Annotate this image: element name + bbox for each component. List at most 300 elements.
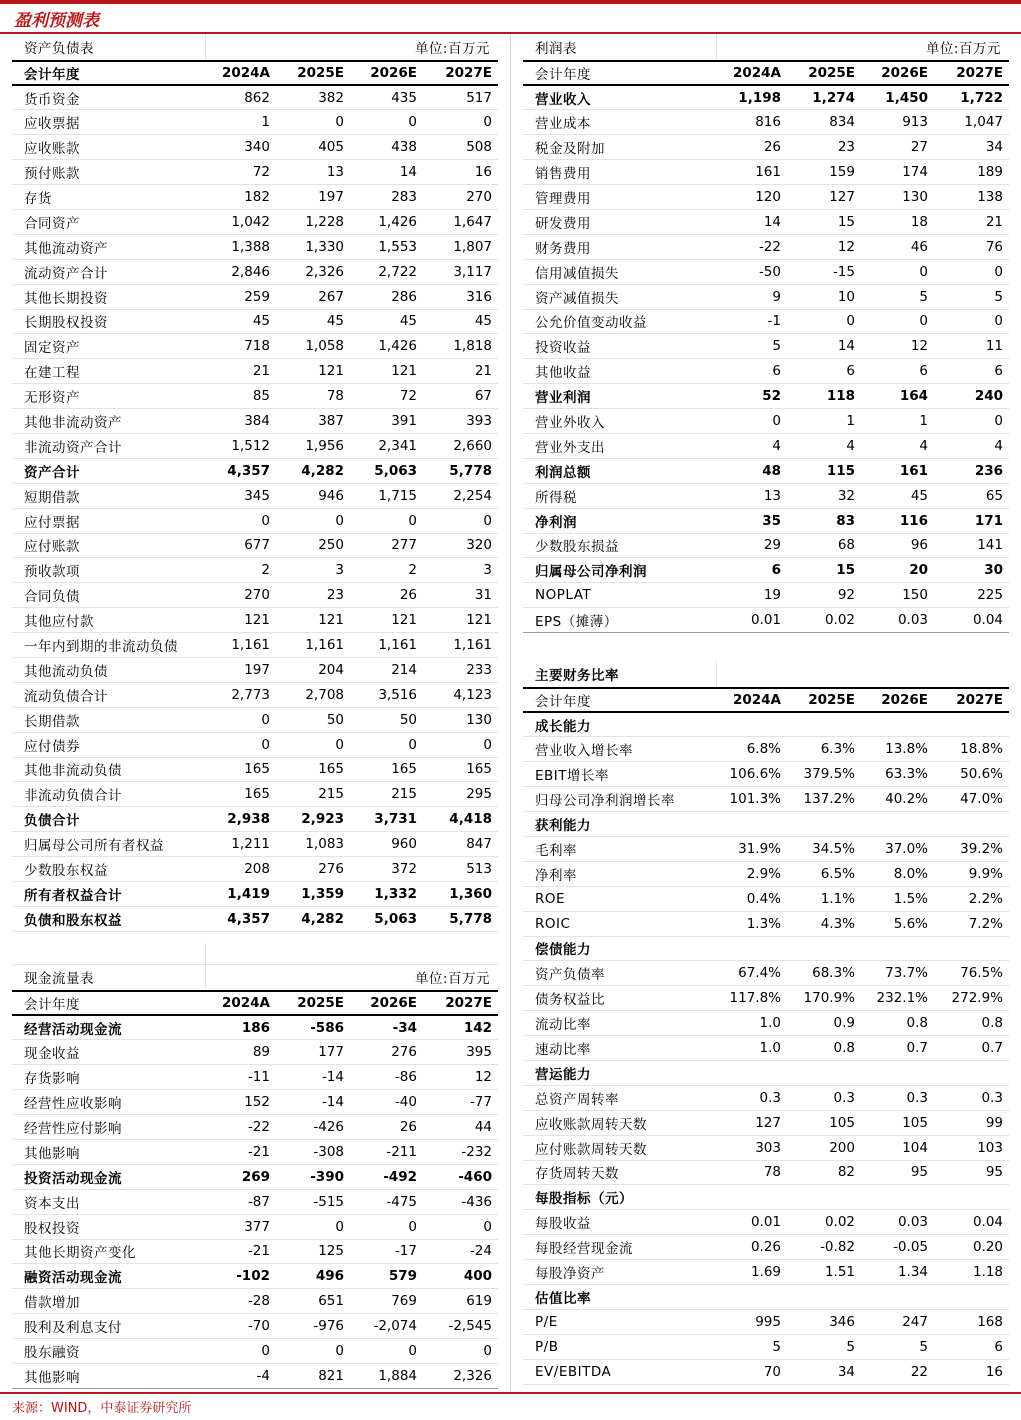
row-value: [861, 936, 934, 961]
row-value: 1,722: [934, 85, 1009, 110]
row-value: 272.9%: [934, 986, 1009, 1011]
row-label: 营业外收入: [523, 409, 716, 434]
table-row: [12, 1040, 498, 1065]
table-row: [523, 185, 1009, 210]
row-value: -87: [205, 1189, 276, 1214]
row-value: 26: [350, 583, 423, 608]
row-value: 63.3%: [861, 762, 934, 787]
row-label: 其他非流动负债: [12, 757, 205, 782]
ratios-table: [523, 661, 1009, 1385]
row-value: 2,254: [423, 483, 498, 508]
row-value: 137.2%: [787, 787, 861, 812]
row-value: 18: [861, 209, 934, 234]
row-value: 121: [276, 359, 350, 384]
row-value: 0: [423, 508, 498, 533]
row-value: 5: [934, 284, 1009, 309]
table-row: [523, 608, 1009, 633]
row-value: 438: [350, 135, 423, 160]
row-value: 15: [787, 209, 861, 234]
row-value: -86: [350, 1065, 423, 1090]
table-row: [523, 110, 1009, 135]
table-row: [12, 1289, 498, 1314]
row-value: 142: [423, 1015, 498, 1040]
row-value: 12: [787, 234, 861, 259]
row-label: 预收款项: [12, 558, 205, 583]
row-value: 303: [716, 1135, 787, 1160]
row-value: -426: [276, 1115, 350, 1140]
section-header-row: [523, 712, 1009, 737]
row-value: 1.18: [934, 1260, 1009, 1285]
row-value: 208: [205, 857, 276, 882]
row-value: 0: [350, 1214, 423, 1239]
row-label: 经营性应收影响: [12, 1090, 205, 1115]
row-value: 159: [787, 160, 861, 185]
header-year-label: 会计年度: [12, 991, 205, 1015]
row-value: 127: [787, 185, 861, 210]
row-label: 借款增加: [12, 1289, 205, 1314]
header-2026e: 2026E: [350, 61, 423, 85]
row-label: 投资收益: [523, 334, 716, 359]
table-row: [12, 409, 498, 434]
top-accent-bar: [0, 0, 1021, 4]
row-label: 其他流动资产: [12, 234, 205, 259]
table-row: [12, 857, 498, 882]
header-2025e: 2025E: [787, 61, 861, 85]
row-value: 579: [350, 1264, 423, 1289]
row-value: 76.5%: [934, 961, 1009, 986]
row-value: -586: [276, 1015, 350, 1040]
table-row: [12, 334, 498, 359]
row-label: 一年内到期的非流动负债: [12, 633, 205, 658]
table-row: [523, 1235, 1009, 1260]
header-2024a: 2024A: [205, 991, 276, 1015]
table-row: [523, 1210, 1009, 1235]
row-label: 其他长期资产变化: [12, 1239, 205, 1264]
row-value: 5,778: [423, 458, 498, 483]
row-value: 72: [205, 160, 276, 185]
row-value: 1,161: [276, 633, 350, 658]
row-value: 372: [350, 857, 423, 882]
row-value: 105: [787, 1110, 861, 1135]
row-label: 固定资产: [12, 334, 205, 359]
row-label: 应付票据: [12, 508, 205, 533]
row-label: 总资产周转率: [523, 1085, 716, 1110]
row-label: 应收账款周转天数: [523, 1110, 716, 1135]
row-value: 250: [276, 533, 350, 558]
row-value: 0.03: [861, 1210, 934, 1235]
table-row: [12, 1214, 498, 1239]
row-value: [716, 1185, 787, 1210]
row-value: 4,123: [423, 682, 498, 707]
row-value: 67.4%: [716, 961, 787, 986]
row-label: NOPLAT: [523, 583, 716, 608]
row-value: 286: [350, 284, 423, 309]
row-value: 46: [861, 234, 934, 259]
header-2027e: 2027E: [934, 688, 1009, 712]
row-value: 4: [861, 433, 934, 458]
table-row: [12, 1264, 498, 1289]
row-value: 30: [934, 558, 1009, 583]
row-value: [934, 1060, 1009, 1085]
row-value: 0: [350, 110, 423, 135]
row-value: 37.0%: [861, 836, 934, 861]
table-row: [12, 782, 498, 807]
row-value: 0.03: [861, 608, 934, 633]
row-label: 销售费用: [523, 160, 716, 185]
row-value: 99: [934, 1110, 1009, 1135]
row-value: 1,884: [350, 1363, 423, 1388]
row-value: 718: [205, 334, 276, 359]
row-label: ROE: [523, 886, 716, 911]
row-value: -14: [276, 1090, 350, 1115]
table-row: [12, 882, 498, 907]
table-row: [12, 1189, 498, 1214]
row-value: 171: [934, 508, 1009, 533]
header-2026e: 2026E: [350, 991, 423, 1015]
table-row: [12, 906, 498, 931]
income-statement-rows: [523, 85, 1009, 633]
header-2027e: 2027E: [423, 991, 498, 1015]
row-label: 获利能力: [523, 812, 716, 837]
table-row: [523, 558, 1009, 583]
row-value: 104: [861, 1135, 934, 1160]
row-value: 6: [716, 359, 787, 384]
header-2026e: 2026E: [861, 688, 934, 712]
table-row: [523, 762, 1009, 787]
row-value: 1,419: [205, 882, 276, 907]
source-note: 来源：WIND，中泰证券研究所: [12, 1401, 192, 1416]
table-row: [523, 1110, 1009, 1135]
row-value: 320: [423, 533, 498, 558]
row-value: -15: [787, 259, 861, 284]
row-value: 1,956: [276, 433, 350, 458]
row-value: 48: [716, 458, 787, 483]
row-value: 78: [716, 1160, 787, 1185]
row-value: [787, 712, 861, 737]
row-value: -4: [205, 1363, 276, 1388]
row-label: 每股收益: [523, 1210, 716, 1235]
row-value: 23: [276, 583, 350, 608]
table-row: [12, 682, 498, 707]
income-statement-title-row: [523, 34, 1009, 61]
income-statement-title: 利润表: [523, 34, 716, 61]
row-label: 短期借款: [12, 483, 205, 508]
header-2025e: 2025E: [276, 991, 350, 1015]
row-value: 214: [350, 657, 423, 682]
row-label: EBIT增长率: [523, 762, 716, 787]
row-value: [934, 936, 1009, 961]
row-value: 270: [423, 185, 498, 210]
table-row: [12, 433, 498, 458]
row-value: [861, 1185, 934, 1210]
row-value: [787, 1185, 861, 1210]
row-value: [716, 1060, 787, 1085]
row-value: 186: [205, 1015, 276, 1040]
table-row: [523, 359, 1009, 384]
row-value: 1,330: [276, 234, 350, 259]
table-row: [12, 558, 498, 583]
row-value: -14: [276, 1065, 350, 1090]
row-value: 270: [205, 583, 276, 608]
row-value: 4,282: [276, 458, 350, 483]
row-value: 1,211: [205, 832, 276, 857]
row-value: 1,161: [423, 633, 498, 658]
row-value: 11: [934, 334, 1009, 359]
row-value: 4,357: [205, 458, 276, 483]
row-value: 121: [423, 608, 498, 633]
row-value: 72: [350, 384, 423, 409]
row-label: 信用减值损失: [523, 259, 716, 284]
row-value: 4,418: [423, 807, 498, 832]
row-value: -28: [205, 1289, 276, 1314]
row-value: -390: [276, 1164, 350, 1189]
row-value: 5.6%: [861, 911, 934, 936]
row-value: -436: [423, 1189, 498, 1214]
row-value: 1,647: [423, 209, 498, 234]
row-value: 83: [787, 508, 861, 533]
row-value: 1: [787, 409, 861, 434]
row-value: 0: [205, 707, 276, 732]
table-row: [523, 135, 1009, 160]
row-value: -232: [423, 1139, 498, 1164]
row-value: 2: [205, 558, 276, 583]
row-label: EPS（摊薄）: [523, 608, 716, 633]
row-label: 财务费用: [523, 234, 716, 259]
row-value: 6: [861, 359, 934, 384]
row-value: 240: [934, 384, 1009, 409]
row-value: 1: [205, 110, 276, 135]
row-value: 247: [861, 1309, 934, 1334]
row-value: 161: [861, 458, 934, 483]
row-value: [861, 1284, 934, 1309]
header-year-label: 会计年度: [523, 61, 716, 85]
row-value: [934, 812, 1009, 837]
row-value: 8.0%: [861, 861, 934, 886]
row-value: 45: [276, 309, 350, 334]
table-row: [523, 334, 1009, 359]
row-value: 121: [276, 608, 350, 633]
row-value: [787, 812, 861, 837]
table-row: [12, 832, 498, 857]
row-label: 其他非流动资产: [12, 409, 205, 434]
row-label: 长期股权投资: [12, 309, 205, 334]
ratios-title: 主要财务比率: [523, 661, 716, 688]
row-value: 34: [934, 135, 1009, 160]
row-value: 85: [205, 384, 276, 409]
table-row: [523, 1135, 1009, 1160]
table-row: [12, 85, 498, 110]
row-value: 0.7: [861, 1036, 934, 1061]
row-label: 每股净资产: [523, 1260, 716, 1285]
row-value: 116: [861, 508, 934, 533]
row-value: 0: [787, 309, 861, 334]
table-row: [12, 657, 498, 682]
row-value: 0.3: [787, 1085, 861, 1110]
row-value: 0.7: [934, 1036, 1009, 1061]
row-label: 货币资金: [12, 85, 205, 110]
row-value: 31.9%: [716, 836, 787, 861]
table-row: [523, 1359, 1009, 1384]
row-label: 营业成本: [523, 110, 716, 135]
row-value: 68: [787, 533, 861, 558]
row-value: 14: [787, 334, 861, 359]
row-value: [716, 712, 787, 737]
row-value: 45: [861, 483, 934, 508]
table-row: [12, 110, 498, 135]
header-2027e: 2027E: [423, 61, 498, 85]
row-value: 189: [934, 160, 1009, 185]
cash-flow-table: [12, 943, 498, 1389]
row-label: 非流动负债合计: [12, 782, 205, 807]
income-statement-header: [523, 61, 1009, 85]
cash-flow-rows: [12, 1015, 498, 1388]
row-value: 127: [716, 1110, 787, 1135]
row-value: 105: [861, 1110, 934, 1135]
row-value: [861, 1060, 934, 1085]
table-row: [12, 807, 498, 832]
row-value: 6.5%: [787, 861, 861, 886]
row-value: 3,117: [423, 259, 498, 284]
row-value: 152: [205, 1090, 276, 1115]
row-value: 267: [276, 284, 350, 309]
row-value: -40: [350, 1090, 423, 1115]
row-value: 0.02: [787, 608, 861, 633]
row-value: 340: [205, 135, 276, 160]
row-value: 0: [350, 508, 423, 533]
balance-sheet-unit: 单位:百万元: [205, 34, 498, 61]
row-value: 2: [350, 558, 423, 583]
row-value: 23: [787, 135, 861, 160]
row-label: 净利率: [523, 861, 716, 886]
row-value: 619: [423, 1289, 498, 1314]
row-value: 862: [205, 85, 276, 110]
row-value: 78: [276, 384, 350, 409]
row-label: 研发费用: [523, 209, 716, 234]
row-value: 283: [350, 185, 423, 210]
row-value: 1: [861, 409, 934, 434]
row-value: 0.4%: [716, 886, 787, 911]
row-value: [934, 1185, 1009, 1210]
row-label: 营业外支出: [523, 433, 716, 458]
row-value: 95: [861, 1160, 934, 1185]
table-row: [523, 787, 1009, 812]
row-value: 117.8%: [716, 986, 787, 1011]
row-label: 资本支出: [12, 1189, 205, 1214]
table-row: [523, 1011, 1009, 1036]
row-value: 2,923: [276, 807, 350, 832]
row-value: 50.6%: [934, 762, 1009, 787]
table-row: [523, 861, 1009, 886]
row-value: 0: [205, 1339, 276, 1364]
row-value: 2.9%: [716, 861, 787, 886]
row-value: 0.01: [716, 608, 787, 633]
row-value: 269: [205, 1164, 276, 1189]
row-value: -50: [716, 259, 787, 284]
row-value: 21: [423, 359, 498, 384]
row-label: 经营性应付影响: [12, 1115, 205, 1140]
row-value: 1,198: [716, 85, 787, 110]
row-value: 0: [423, 732, 498, 757]
row-value: 0: [276, 732, 350, 757]
row-label: 少数股东权益: [12, 857, 205, 882]
row-value: 52: [716, 384, 787, 409]
header-2025e: 2025E: [787, 688, 861, 712]
row-value: 276: [350, 1040, 423, 1065]
row-value: 0.8: [787, 1036, 861, 1061]
row-value: 82: [787, 1160, 861, 1185]
row-value: 13: [716, 483, 787, 508]
row-value: 40.2%: [861, 787, 934, 812]
ratios-header: [523, 688, 1009, 712]
row-value: 50: [350, 707, 423, 732]
row-value: -308: [276, 1139, 350, 1164]
row-label: 现金收益: [12, 1040, 205, 1065]
row-label: 负债和股东权益: [12, 906, 205, 931]
ratios-rows: [523, 712, 1009, 1384]
row-value: 0.3: [934, 1085, 1009, 1110]
table-row: [523, 886, 1009, 911]
row-value: -77: [423, 1090, 498, 1115]
row-value: 13.8%: [861, 737, 934, 762]
row-value: 9.9%: [934, 861, 1009, 886]
table-row: [523, 433, 1009, 458]
row-value: 405: [276, 135, 350, 160]
column-divider: [510, 34, 511, 1392]
row-value: 89: [205, 1040, 276, 1065]
row-value: 121: [350, 608, 423, 633]
row-value: 1,715: [350, 483, 423, 508]
row-label: EV/EBITDA: [523, 1359, 716, 1384]
row-value: 4: [716, 433, 787, 458]
row-value: 0.20: [934, 1235, 1009, 1260]
table-row: [523, 309, 1009, 334]
table-row: [523, 234, 1009, 259]
table-row: [523, 284, 1009, 309]
row-value: 165: [205, 757, 276, 782]
row-value: 0: [861, 309, 934, 334]
table-row: [12, 633, 498, 658]
row-label: 营业收入增长率: [523, 737, 716, 762]
row-value: 0.02: [787, 1210, 861, 1235]
row-value: 0: [934, 409, 1009, 434]
section-header-row: [523, 1284, 1009, 1309]
row-value: 0.04: [934, 608, 1009, 633]
row-value: 1,426: [350, 209, 423, 234]
row-value: 395: [423, 1040, 498, 1065]
row-value: 7.2%: [934, 911, 1009, 936]
row-value: -22: [716, 234, 787, 259]
row-value: 379.5%: [787, 762, 861, 787]
table-row: [12, 259, 498, 284]
table-row: [12, 1065, 498, 1090]
row-value: 120: [716, 185, 787, 210]
table-row: [523, 209, 1009, 234]
row-value: -492: [350, 1164, 423, 1189]
row-value: 39.2%: [934, 836, 1009, 861]
row-value: 233: [423, 657, 498, 682]
row-value: 0: [934, 259, 1009, 284]
row-value: 34: [787, 1359, 861, 1384]
row-label: 经营活动现金流: [12, 1015, 205, 1040]
table-row: [523, 458, 1009, 483]
row-label: 其他长期投资: [12, 284, 205, 309]
row-value: -17: [350, 1239, 423, 1264]
balance-sheet-title-row: [12, 34, 498, 61]
row-value: 346: [787, 1309, 861, 1334]
row-value: 1,042: [205, 209, 276, 234]
row-value: 1.3%: [716, 911, 787, 936]
ratios-title-row: [523, 661, 1009, 688]
